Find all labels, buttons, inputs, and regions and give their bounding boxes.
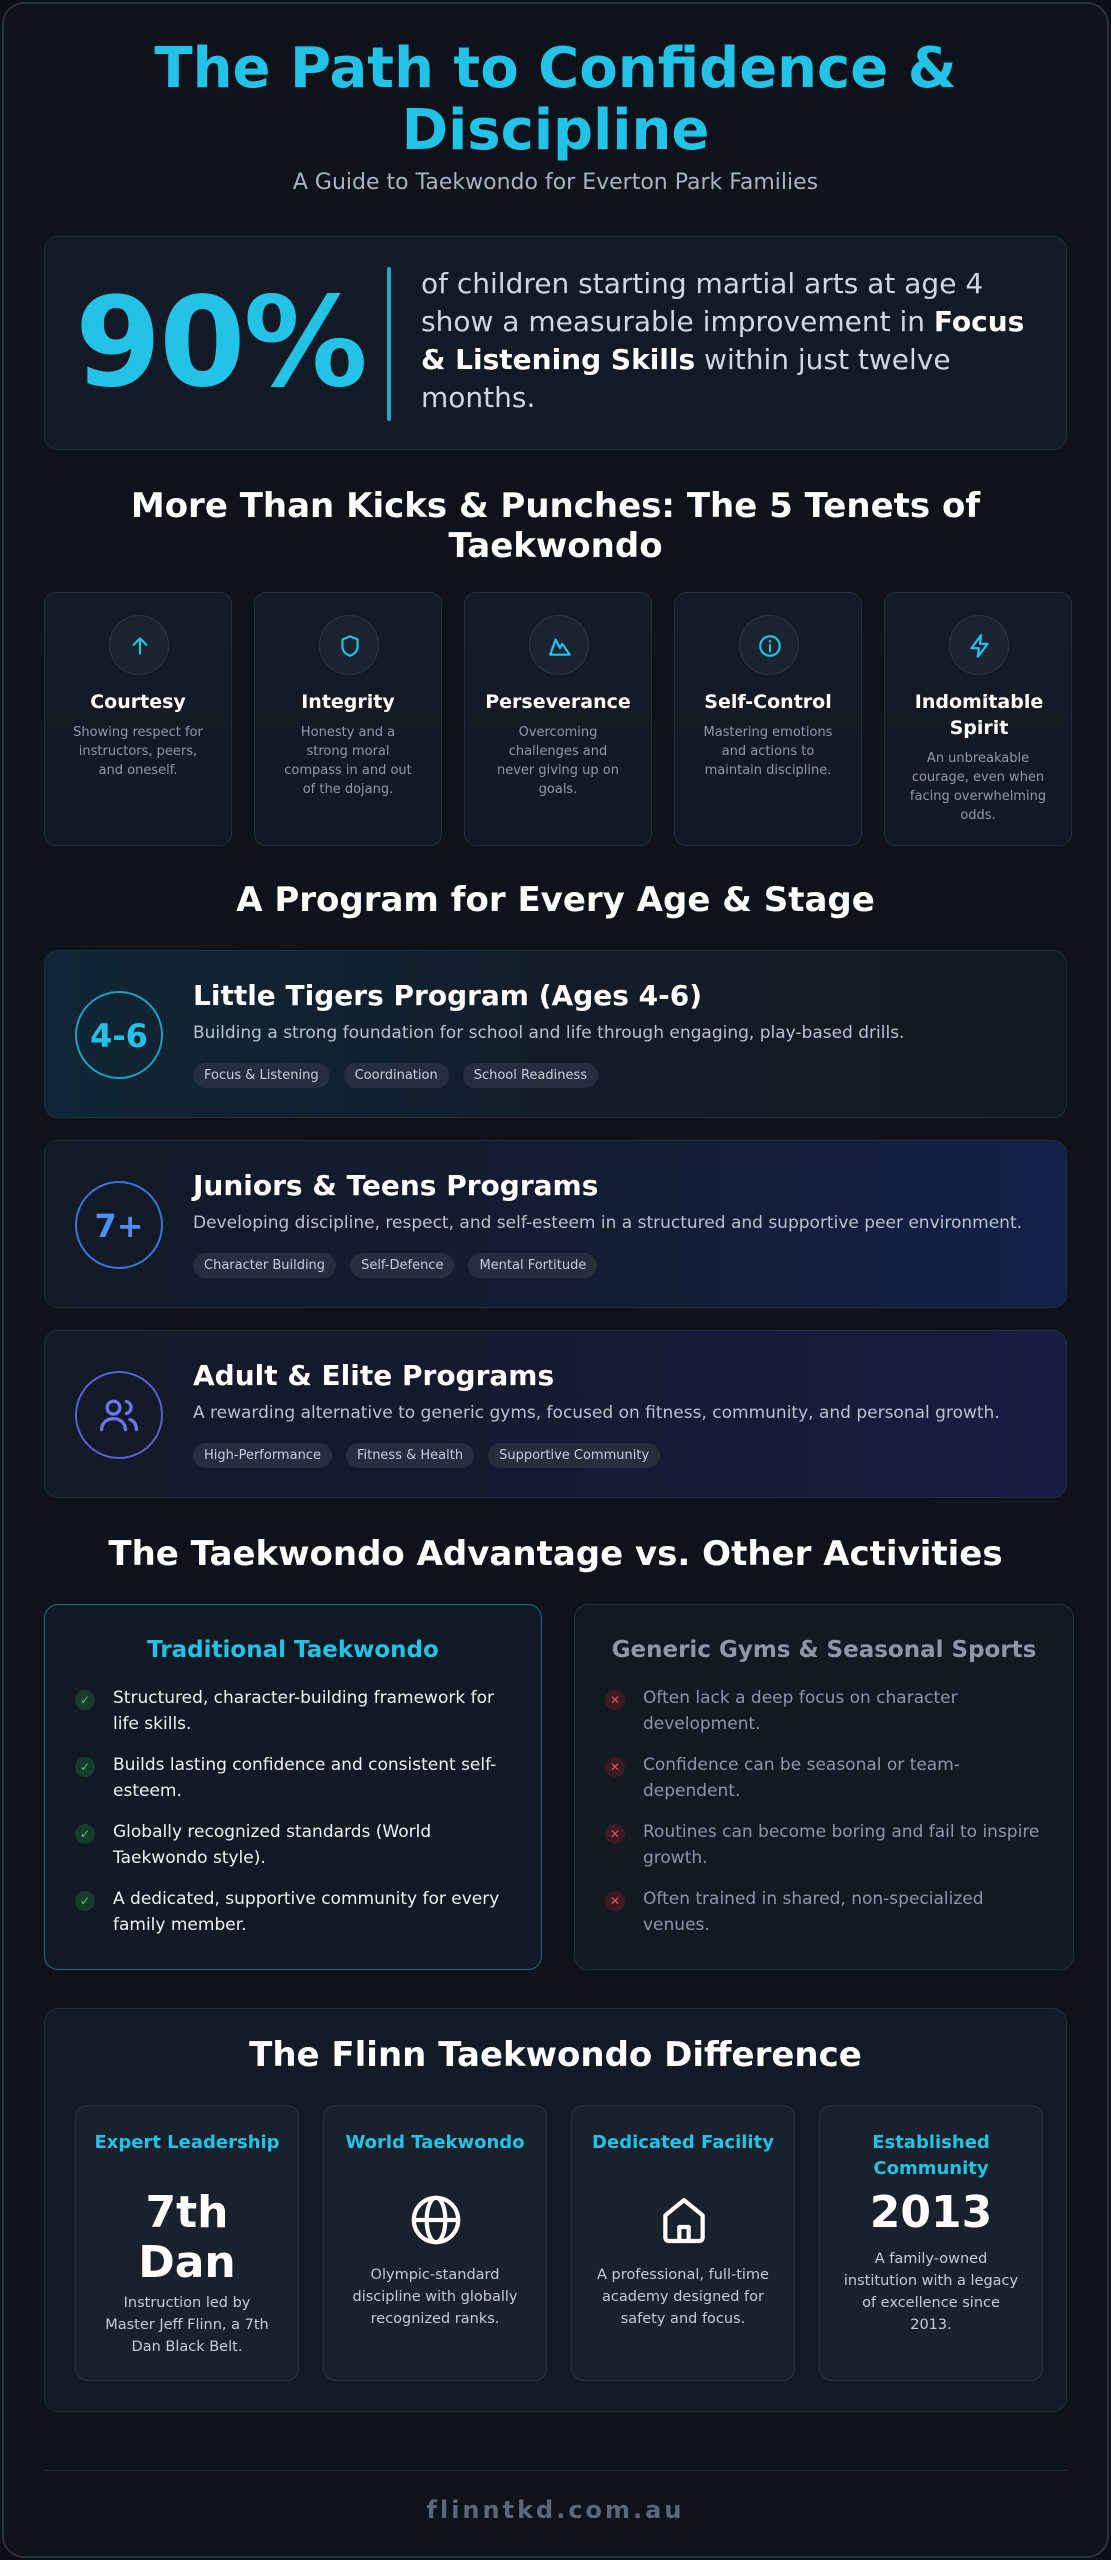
footer-url[interactable]: flinntkd.com.au bbox=[426, 2496, 685, 2524]
difference-desc: A professional, full-time academy designed for safety and focus. bbox=[597, 2267, 769, 2327]
program-tag: Supportive Community bbox=[488, 1443, 660, 1468]
globe-icon bbox=[408, 2192, 464, 2248]
program-desc: Building a strong foundation for school and life through engaging, play-based drills. bbox=[193, 1023, 905, 1043]
tenets-title: More Than Kicks & Punches: The 5 Tenets of Taekwondo bbox=[130, 486, 981, 566]
home-icon bbox=[656, 2192, 712, 2248]
info-icon bbox=[757, 633, 783, 659]
stat-text-after: within just twelve months. bbox=[421, 343, 951, 414]
x-icon: ✕ bbox=[605, 1891, 625, 1911]
shield-icon bbox=[337, 633, 363, 659]
tenet-desc: Honesty and a strong moral compass in and out of the dojang. bbox=[284, 725, 412, 797]
arrow-up-icon bbox=[127, 633, 153, 659]
tenet-card bbox=[464, 592, 652, 846]
difference-card bbox=[323, 2105, 547, 2381]
program-tag: Self-Defence bbox=[350, 1253, 454, 1278]
tenet-name: Courtesy bbox=[90, 691, 186, 713]
programs-title: A Program for Every Age & Stage bbox=[236, 880, 875, 920]
footer-divider bbox=[44, 2470, 1067, 2471]
x-icon: ✕ bbox=[605, 1690, 625, 1710]
program-desc: Developing discipline, respect, and self-esteem in a structured and supportive peer environment. bbox=[193, 1213, 1023, 1233]
comparison-heading: Traditional Taekwondo bbox=[147, 1637, 439, 1663]
program-badge: 7+ bbox=[75, 1181, 163, 1269]
program-title: Adult & Elite Programs bbox=[193, 1359, 555, 1392]
difference-heading: Expert Leadership bbox=[94, 2132, 280, 2153]
difference-value: 7th Dan bbox=[138, 2187, 236, 2288]
program-tag: Fitness & Health bbox=[346, 1443, 474, 1468]
program-badge: 4-6 bbox=[75, 991, 163, 1079]
program-tags bbox=[193, 1443, 660, 1468]
program-card-little-tigers bbox=[44, 950, 1067, 1118]
mountain-icon bbox=[547, 633, 573, 659]
difference-heading: World Taekwondo bbox=[345, 2132, 525, 2153]
list-item bbox=[75, 1886, 511, 1953]
program-desc: A rewarding alternative to generic gyms, focused on fitness, community, and personal growth. bbox=[193, 1403, 1000, 1423]
program-tag: Mental Fortitude bbox=[468, 1253, 597, 1278]
tenet-icon-circle bbox=[319, 615, 379, 675]
tenet-card bbox=[44, 592, 232, 846]
comparison-title: The Taekwondo Advantage vs. Other Activities bbox=[108, 1534, 1003, 1574]
list-item-text: A dedicated, supportive community for every family member. bbox=[113, 1889, 500, 1935]
program-tags bbox=[193, 1063, 598, 1088]
stat-card bbox=[44, 236, 1067, 450]
program-tag: Focus & Listening bbox=[193, 1063, 330, 1088]
comparison-list bbox=[75, 1685, 511, 1953]
tenet-card bbox=[254, 592, 442, 846]
stat-text-before: of children starting martial arts at age 4 show a measurable improvement in bbox=[421, 267, 984, 338]
comparison-generic bbox=[574, 1604, 1074, 1970]
stat-value: 90% bbox=[75, 271, 366, 415]
difference-desc: Olympic-standard discipline with globally recognized ranks. bbox=[352, 2267, 518, 2327]
list-item bbox=[605, 1685, 1043, 1752]
program-card-juniors-teens bbox=[44, 1140, 1067, 1308]
stat-highlight: Focus & Listening Skills bbox=[421, 305, 1025, 376]
difference-title: The Flinn Taekwondo Difference bbox=[249, 2035, 862, 2075]
stat-divider bbox=[387, 267, 391, 421]
program-card-adult-elite bbox=[44, 1330, 1067, 1498]
tenet-name: Integrity bbox=[301, 691, 395, 713]
users-icon bbox=[97, 1393, 141, 1437]
program-badge bbox=[75, 1371, 163, 1459]
tenet-icon-circle bbox=[109, 615, 169, 675]
tenet-desc: Showing respect for instructors, peers, and oneself. bbox=[73, 725, 203, 778]
lightning-icon bbox=[967, 633, 993, 659]
stat-text bbox=[421, 265, 1041, 417]
list-item-text: Often lack a deep focus on character development. bbox=[643, 1688, 958, 1734]
program-tag: Coordination bbox=[344, 1063, 449, 1088]
tenet-icon-circle bbox=[949, 615, 1009, 675]
check-icon: ✓ bbox=[75, 1690, 95, 1710]
tenet-icon-circle bbox=[739, 615, 799, 675]
list-item-text: Structured, character-building framework for life skills. bbox=[113, 1688, 494, 1734]
difference-card bbox=[819, 2105, 1043, 2381]
tenet-card bbox=[884, 592, 1072, 846]
list-item-text: Globally recognized standards (World Taekwondo style). bbox=[113, 1822, 432, 1868]
comparison-list bbox=[605, 1685, 1043, 1953]
list-item bbox=[605, 1819, 1043, 1886]
difference-value: 2013 bbox=[869, 2187, 993, 2238]
list-item-text: Often trained in shared, non-specialized venues. bbox=[643, 1889, 984, 1935]
difference-heading: Dedicated Facility bbox=[592, 2132, 774, 2153]
tenet-desc: An unbreakable courage, even when facing overwhelming odds. bbox=[909, 751, 1047, 823]
list-item bbox=[75, 1819, 511, 1886]
program-title: Juniors & Teens Programs bbox=[193, 1169, 599, 1202]
tenet-icon-circle bbox=[529, 615, 589, 675]
program-tags bbox=[193, 1253, 597, 1278]
page-subtitle: A Guide to Taekwondo for Everton Park Families bbox=[292, 170, 819, 195]
page-title: The Path to Confidence & Discipline bbox=[154, 36, 957, 163]
tenet-name: Indomitable Spirit bbox=[914, 691, 1044, 739]
x-icon: ✕ bbox=[605, 1757, 625, 1777]
list-item-text: Routines can become boring and fail to inspire growth. bbox=[643, 1822, 1040, 1868]
difference-heading: Established Community bbox=[872, 2132, 990, 2179]
list-item bbox=[605, 1752, 1043, 1819]
program-tag: School Readiness bbox=[463, 1063, 598, 1088]
check-icon: ✓ bbox=[75, 1891, 95, 1911]
list-item-text: Confidence can be seasonal or team-dependent. bbox=[643, 1755, 960, 1801]
check-icon: ✓ bbox=[75, 1824, 95, 1844]
x-icon: ✕ bbox=[605, 1824, 625, 1844]
list-item bbox=[75, 1752, 511, 1819]
program-title: Little Tigers Program (Ages 4-6) bbox=[193, 979, 703, 1012]
difference-desc: Instruction led by Master Jeff Flinn, a 7th Dan Black Belt. bbox=[105, 2295, 269, 2355]
difference-card bbox=[75, 2105, 299, 2381]
tenet-name: Perseverance bbox=[485, 691, 631, 713]
infographic bbox=[2, 2, 1109, 2558]
tenet-name: Self-Control bbox=[704, 691, 832, 713]
tenet-desc: Overcoming challenges and never giving up on goals. bbox=[496, 725, 619, 797]
program-tag: High-Performance bbox=[193, 1443, 332, 1468]
tenets-grid bbox=[44, 592, 1067, 846]
list-item bbox=[75, 1685, 511, 1752]
check-icon: ✓ bbox=[75, 1757, 95, 1777]
difference-desc: A family-owned institution with a legacy of excellence since 2013. bbox=[843, 2251, 1019, 2333]
difference-card bbox=[571, 2105, 795, 2381]
list-item-text: Builds lasting confidence and consistent self-esteem. bbox=[113, 1755, 497, 1801]
difference-section bbox=[44, 2008, 1067, 2412]
comparison-heading: Generic Gyms & Seasonal Sports bbox=[611, 1637, 1037, 1663]
tenet-desc: Mastering emotions and actions to maintain discipline. bbox=[703, 725, 833, 778]
list-item bbox=[605, 1886, 1043, 1953]
comparison-taekwondo bbox=[44, 1604, 542, 1970]
tenet-card bbox=[674, 592, 862, 846]
program-tag: Character Building bbox=[193, 1253, 336, 1278]
